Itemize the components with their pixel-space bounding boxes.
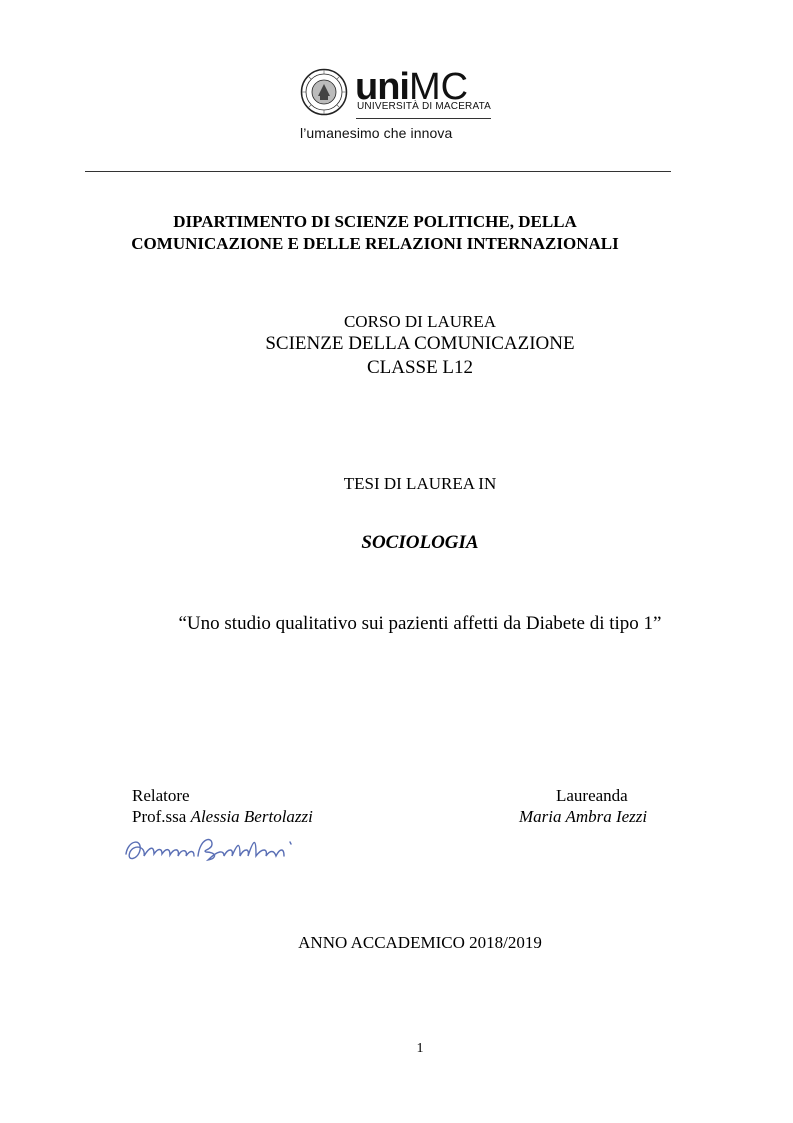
supervisor-prefix: Prof.ssa <box>132 807 191 826</box>
supervisor-signature <box>120 828 350 868</box>
logo-divider <box>356 118 491 119</box>
thesis-subject: SOCIOLOGIA <box>361 532 479 553</box>
logo-tagline: l’umanesimo che innova <box>300 125 453 141</box>
university-logo <box>300 66 500 146</box>
department-line-2: COMUNICAZIONE E DELLE RELAZIONI INTERNAZIONALI <box>131 234 619 253</box>
logo-mc: MC <box>408 66 469 108</box>
course-name: SCIENZE DELLA COMUNICAZIONE <box>265 333 575 354</box>
course-label: CORSO DI LAUREA <box>343 312 497 331</box>
thesis-label: TESI DI LAUREA IN <box>343 474 497 493</box>
logo-university-name: UNIVERSITÀ DI MACERATA <box>357 101 492 112</box>
academic-year: ANNO ACCADEMICO 2018/2019 <box>298 933 542 952</box>
course-class: CLASSE L12 <box>366 357 474 378</box>
page-number: 1 <box>416 1041 424 1056</box>
supervisor-fullname: Alessia Bertolazzi <box>190 807 313 826</box>
university-seal-icon <box>300 68 348 116</box>
candidate-label: Laureanda <box>556 786 628 805</box>
logo-uni: uni <box>355 66 409 108</box>
thesis-title: “Uno studio qualitativo sui pazienti affetti da Diabete di tipo 1” <box>178 613 662 634</box>
department-heading <box>85 211 665 255</box>
header-divider <box>85 171 671 172</box>
course-block <box>240 312 600 380</box>
department-line-1: DIPARTIMENTO DI SCIENZE POLITICHE, DELLA <box>173 212 577 231</box>
candidate-name: Maria Ambra Iezzi <box>519 807 648 826</box>
supervisor-label: Relatore <box>132 786 190 805</box>
supervisor-name <box>132 807 313 827</box>
